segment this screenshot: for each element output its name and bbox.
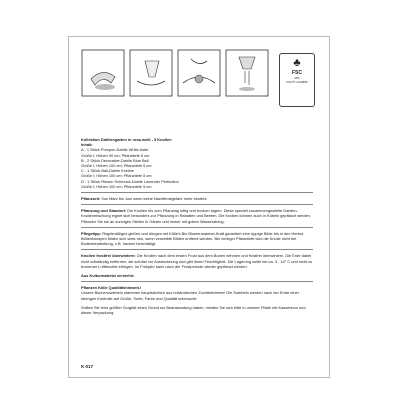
fsc-logo-text: FSC xyxy=(292,70,302,76)
planting-instructions-illustration xyxy=(81,49,319,103)
step-1-illustration xyxy=(81,49,125,97)
overwintering-section xyxy=(81,253,313,269)
planting-time-label: Pflanzzeit: xyxy=(81,196,101,202)
overwintering-label: Knollen frostfrei überwintern: xyxy=(81,253,136,259)
list-item: Größe I; Höhen 100 cm; Pflanztiefe 5 cm xyxy=(81,173,152,179)
list-item: C - 1 Stück Ball-Dahlie Eveline xyxy=(81,168,134,174)
contents-heading: Inhalt: xyxy=(81,142,93,148)
divider xyxy=(81,192,313,193)
quality-heading: Pflanzen Kölle Qualitätshinweis! xyxy=(81,285,141,291)
tree-icon: ♣ xyxy=(293,57,301,69)
divider xyxy=(81,249,313,250)
overwintering-text: Die Knollen nach dem ersten Frost aus dem Boden nehmen und frostfrei überwintern. Die Erde dabei nicht vollständig entfernen, sie schützt vor Austrocknung und gibt ihnen Feuchtigkeit. Die Lagerung sollte bei ca. 3 - 10° C und nicht zu trockener Luftfeuchte erfolgen. Im Frühjahr kann nach der Frostperiode wieder gepflanzt werden. xyxy=(81,253,313,269)
divider xyxy=(81,281,313,282)
step-2-illustration xyxy=(129,49,173,97)
list-item: A - 1 Stück Pompon-Dahlie White Aster xyxy=(81,147,149,153)
step-3-illustration xyxy=(177,49,221,97)
contents-list xyxy=(81,147,313,189)
list-item: B - 2 Stück Decorative-Dahlie Blue Bell xyxy=(81,157,149,163)
fsc-caption: MIX xyxy=(294,76,300,80)
care-tip-text: Regelmäßiges gießen und düngen mit Kölle's Bio Blumenzwiebel-Kraft garantiert eine üppige Blüte bis in den Herbst. Blütenknospen bilden sich stets neu, wenn verwelkte Blüten entfernt werden. Bei richtiger Pflanztiefe wird die Knolle nicht bei Bodenbearbeitung, z.B. hacken beschädigt. xyxy=(81,230,305,247)
planting-time-section xyxy=(81,196,313,201)
care-tip-section xyxy=(81,231,313,247)
divider xyxy=(81,204,313,205)
location-section xyxy=(81,208,313,224)
product-title: Kollektion Dahliengarten in rosa-weiß - 5 Knollen xyxy=(81,137,172,142)
product-card-back xyxy=(68,36,330,378)
care-tip-label: Pflegetipp: xyxy=(81,230,102,236)
list-item: Größe I; Höhen 100 cm; Pflanztiefe 5 cm xyxy=(81,183,152,189)
divider xyxy=(81,227,313,228)
product-code: K 017 xyxy=(81,364,94,369)
quality-text: Unsere Blumenzwiebeln stammen hauptsächlich aus holländischen Zuchtbetrieben! Die Zwiebeln werden nach der Ernte einer strengen Kontrolle auf Größe, Sorte, Farbe und Qualität untersucht. xyxy=(81,290,299,301)
product-description xyxy=(81,137,313,315)
list-item: Größe I; Höhen 90 cm; Pflanztiefe 5 cm xyxy=(81,152,150,158)
complaint-note: Sollten Sie trotz größter Sorgfalt einen Grund zur Beanstandung haben, melden Sie sich bitte in unserer Filiale mit Kassenbon und dieser Verpackung. xyxy=(81,304,306,316)
fsc-logo xyxy=(279,53,315,107)
fsc-license: FSC® C114886 xyxy=(286,80,308,84)
propagation-note: Aus Kulturmaterial vermehrt. xyxy=(81,273,135,279)
location-label: Pflanzung und Standort: xyxy=(81,208,127,214)
step-4-illustration xyxy=(225,49,269,97)
location-text: Die Knollen bis zum Pflanztag luftig und trocken lagern. Diese speziell zusammengestellte Dahlien-Knollenmischung eignet sich besonders zur Pflanzung in Rabatten und Beeten. Die Knollen können auch in Kübeln gepflanzt werden. Pflanzen Sie sie an sonnigen Stellen in Gärten und immer mit gutem Wasserabzug. xyxy=(81,208,311,224)
list-item: Größe I; Höhen 100 cm; Pflanztiefe 5 cm xyxy=(81,163,152,169)
planting-time-text: Von März bis Juni wenn keine Nachtfrostgefahr mehr besteht. xyxy=(101,196,208,202)
list-item: D - 1 Stück Riesen Schmuck-Dahlie Lavender Perfection xyxy=(81,178,179,184)
